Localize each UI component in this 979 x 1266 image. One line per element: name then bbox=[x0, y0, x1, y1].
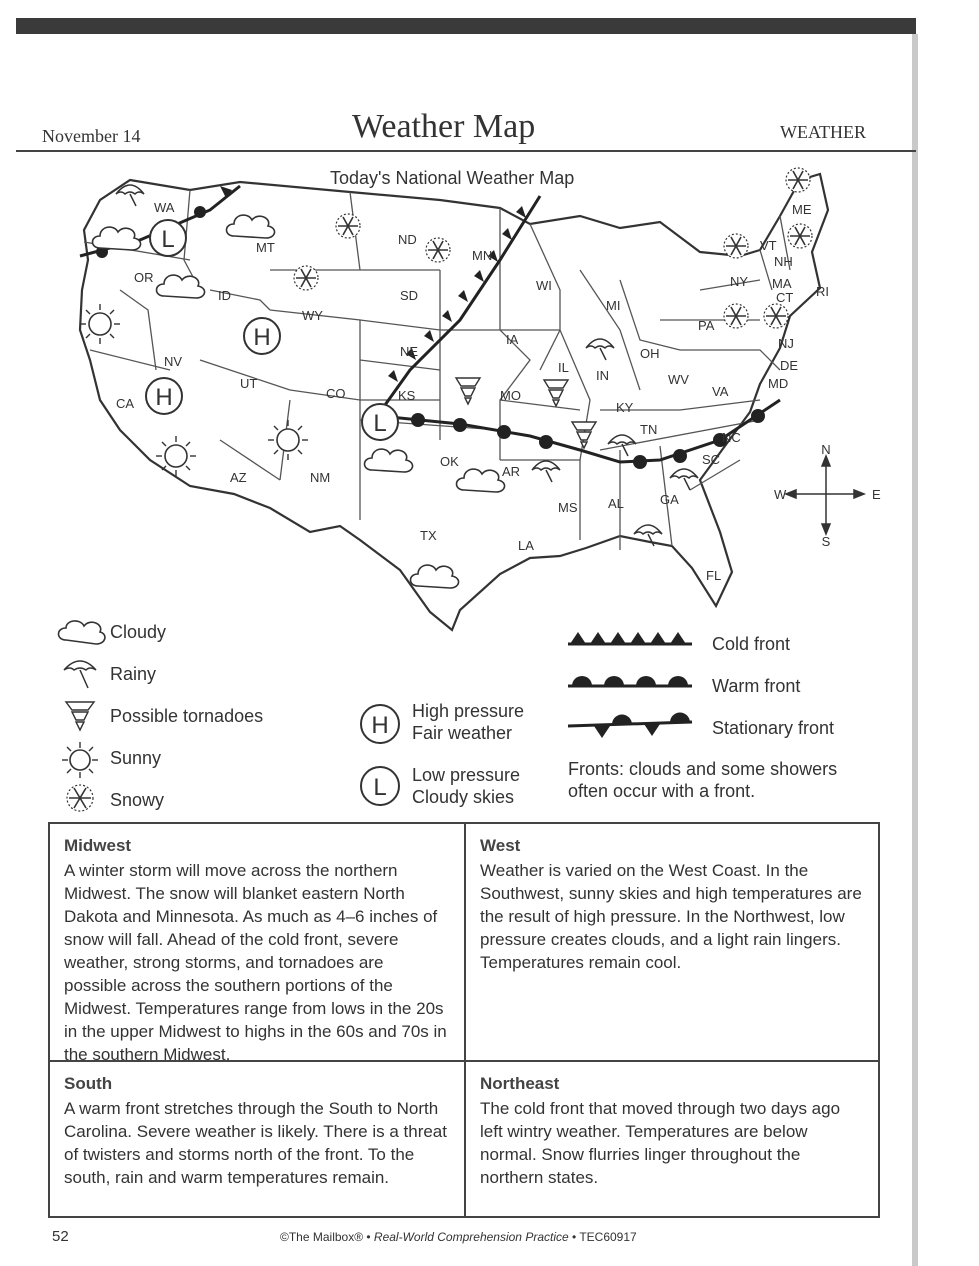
state-label: RI bbox=[816, 284, 829, 299]
high-pressure-icon bbox=[358, 702, 402, 746]
state-label: CO bbox=[326, 386, 346, 401]
state-label: MA bbox=[772, 276, 792, 291]
snowflake-icon bbox=[724, 234, 748, 258]
snowy-icon bbox=[62, 782, 98, 814]
panel-text: A warm front stretches through the South to North Carolina. Severe weather is likely. There is a threat of twisters and storms north of the front. To the south, rain and warm temperatures remain. bbox=[64, 1099, 447, 1187]
state-label: KY bbox=[616, 400, 634, 415]
high-pressure-id bbox=[244, 318, 280, 354]
state-label: KS bbox=[398, 388, 416, 403]
state-label: NM bbox=[310, 470, 331, 485]
compass-w: W bbox=[774, 487, 787, 502]
header-divider bbox=[16, 150, 916, 152]
state-label: WA bbox=[154, 200, 175, 215]
state-label: NC bbox=[722, 430, 741, 445]
snowflake-icon bbox=[724, 304, 748, 328]
state-label: WV bbox=[668, 372, 689, 387]
map-title: Today's National Weather Map bbox=[330, 168, 575, 188]
warm-front-symbol bbox=[566, 670, 696, 690]
footer-credit: ©The Mailbox® • Real-World Comprehension Practice • TEC60917 bbox=[280, 1230, 637, 1244]
state-label: CT bbox=[776, 290, 794, 305]
cloudy-icon bbox=[56, 618, 106, 648]
state-label: AR bbox=[502, 464, 521, 479]
state-label: GA bbox=[660, 492, 679, 507]
state-label: TX bbox=[420, 528, 437, 543]
state-label: MT bbox=[256, 240, 275, 255]
snowflake-icon bbox=[336, 214, 360, 238]
state-label: LA bbox=[518, 538, 534, 553]
page-title: Weather Map bbox=[352, 108, 536, 145]
low-pressure-wa bbox=[150, 220, 186, 256]
state-label: IA bbox=[506, 332, 519, 347]
state-label: NJ bbox=[778, 336, 794, 351]
state-label: NV bbox=[164, 354, 183, 369]
state-label: PA bbox=[698, 318, 715, 333]
legend-rainy-label: Rainy bbox=[110, 664, 157, 684]
panel-title: West bbox=[480, 836, 521, 855]
sun-icon bbox=[156, 436, 196, 476]
tornado-icon bbox=[62, 698, 98, 734]
state-label: WI bbox=[536, 278, 552, 293]
low-pressure-icon bbox=[358, 764, 402, 808]
legend-sunny-label: Sunny bbox=[110, 748, 162, 768]
snowflake-icon bbox=[426, 238, 450, 262]
state-label: IN bbox=[596, 368, 609, 383]
legend-high-pressure-label: High pressure Fair weather bbox=[412, 701, 525, 743]
regional-forecast-panels bbox=[48, 822, 880, 1218]
fronts-note: Fronts: clouds and some showers often occur with a front. bbox=[568, 759, 838, 801]
panel-title: South bbox=[64, 1074, 113, 1093]
state-label: OR bbox=[134, 270, 154, 285]
legend-snowy-label: Snowy bbox=[110, 790, 165, 810]
top-border-bar bbox=[16, 18, 916, 34]
state-label: SC bbox=[702, 452, 721, 467]
snowflake-icon bbox=[788, 224, 812, 248]
sun-icon bbox=[268, 420, 308, 460]
state-label: AL bbox=[608, 496, 624, 511]
panel-south bbox=[50, 1062, 466, 1216]
compass-e: E bbox=[872, 487, 881, 502]
svg-text:L: L bbox=[373, 410, 387, 437]
state-label: VT bbox=[760, 238, 777, 253]
legend-tornadoes-label: Possible tornadoes bbox=[110, 706, 264, 726]
state-label: CA bbox=[116, 396, 135, 411]
rainy-icon bbox=[60, 656, 100, 692]
subject-label: WEATHER bbox=[780, 122, 866, 142]
compass-s: S bbox=[821, 534, 831, 549]
legend-stationary-front-label: Stationary front bbox=[712, 718, 835, 738]
state-label: ME bbox=[792, 202, 812, 217]
state-label: NE bbox=[400, 344, 419, 359]
state-label: TN bbox=[640, 422, 658, 437]
state-label: NY bbox=[730, 274, 749, 289]
state-label: DE bbox=[780, 358, 799, 373]
state-label: FL bbox=[706, 568, 722, 583]
panel-title: Midwest bbox=[64, 836, 132, 855]
compass-rose bbox=[786, 456, 864, 534]
stationary-front-symbol bbox=[566, 708, 696, 742]
us-weather-map bbox=[60, 160, 890, 640]
panel-text: The cold front that moved through two days ago left wintry weather. Temperatures are below normal. Snow flurries linger throughout the northern states. bbox=[480, 1099, 841, 1187]
panel-west bbox=[466, 824, 878, 1062]
low-pressure-ks bbox=[362, 404, 398, 440]
right-page-edge bbox=[912, 34, 918, 1266]
panel-title: Northeast bbox=[480, 1074, 560, 1093]
state-label: ID bbox=[218, 288, 231, 303]
panel-text: Weather is varied on the West Coast. In the Southwest, sunny skies and high temperatures are the result of high pressure. In the Northwest, low pressure creates clouds, and a light rain lingers. Temperatures remain cool. bbox=[480, 861, 862, 972]
legend-cold-front-label: Cold front bbox=[712, 634, 791, 654]
sunny-icon bbox=[58, 738, 102, 782]
state-label: OK bbox=[440, 454, 459, 469]
state-label: MI bbox=[606, 298, 621, 313]
state-label: OH bbox=[640, 346, 660, 361]
legend-low-pressure-label: Low pressure Cloudy skies bbox=[412, 765, 521, 807]
state-label: MN bbox=[472, 248, 493, 263]
state-label: IL bbox=[558, 360, 569, 375]
legend-cloudy-label: Cloudy bbox=[110, 622, 167, 642]
state-label: NH bbox=[774, 254, 793, 269]
snowflake-icon bbox=[764, 304, 788, 328]
high-pressure-ca bbox=[146, 378, 182, 414]
state-label: UT bbox=[240, 376, 258, 391]
panel-midwest bbox=[50, 824, 466, 1062]
page-number: 52 bbox=[52, 1228, 69, 1245]
legend-warm-front-label: Warm front bbox=[712, 676, 801, 696]
svg-text:H: H bbox=[253, 324, 271, 351]
panel-text: A winter storm will move across the northern Midwest. The snow will blanket eastern North Dakota and Minnesota. As much as 4–6 inches of snow will fall. Ahead of the cold front, severe weather, strong storms, and tornadoes are possible across the southern portions of the Midwest. Temperatures range from lows in the 20s in the upper Midwest to highs in the 60s and 70s in the southern Midwest. bbox=[64, 861, 447, 1064]
us-outline bbox=[80, 174, 831, 630]
state-label: MO bbox=[500, 388, 521, 403]
snowflake-icon bbox=[786, 168, 810, 192]
date-label: November 14 bbox=[42, 126, 141, 146]
compass-n: N bbox=[821, 442, 831, 457]
state-label: MS bbox=[558, 500, 578, 515]
svg-text:H: H bbox=[371, 712, 389, 739]
svg-text:L: L bbox=[373, 774, 387, 801]
sun-icon bbox=[80, 304, 120, 344]
state-label: WY bbox=[302, 308, 323, 323]
snowflake-icon bbox=[294, 266, 318, 290]
panel-northeast bbox=[466, 1062, 878, 1216]
state-label: ND bbox=[398, 232, 417, 247]
cold-front-symbol bbox=[566, 628, 696, 648]
svg-text:H: H bbox=[155, 384, 173, 411]
state-label: VA bbox=[712, 384, 729, 399]
state-label: AZ bbox=[230, 470, 247, 485]
state-label: SD bbox=[400, 288, 419, 303]
svg-text:L: L bbox=[161, 226, 175, 253]
state-label: MD bbox=[768, 376, 789, 391]
